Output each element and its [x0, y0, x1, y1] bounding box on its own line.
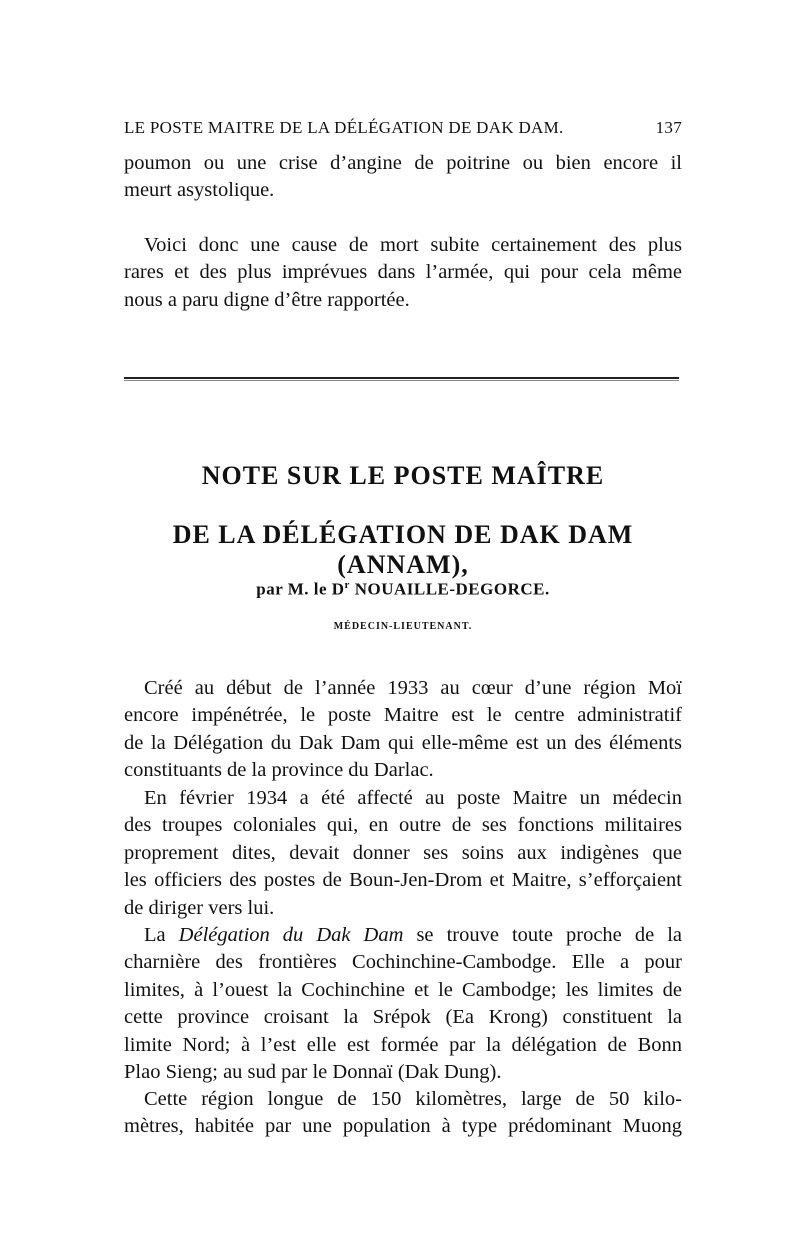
text-line: limite Nord; à l’est elle est formée par la délégation de Bonn — [124, 1033, 682, 1056]
text-line: de diriger vers lui. — [124, 896, 275, 919]
text-fragment: La — [144, 924, 179, 946]
text-line: Voici donc une cause de mort subite certainement des plus — [144, 234, 682, 256]
article-title-line-1: NOTE SUR LE POSTE MAÎTRE — [201, 461, 605, 490]
text-line: meurt asystolique. — [124, 179, 275, 202]
text-fragment: se trouve toute proche de la — [403, 924, 683, 946]
text-line: des troupes coloniales qui, en outre de ses fonctions militaires — [124, 814, 682, 837]
running-head — [124, 118, 682, 138]
text-line: limites, à l’ouest la Cochinchine et le Cambodge; les limites de — [124, 978, 682, 1001]
body-paragraph-3 — [124, 922, 682, 1086]
text-line: les officiers des postes de Boun-Jen-Drom et Maitre, s’efforçaient — [124, 869, 682, 892]
author-name: NOUAILLE-DEGORCE. — [349, 579, 550, 599]
article-title-line-2: DE LA DÉLÉGATION DE DAK DAM (ANNAM), — [172, 520, 634, 579]
body-paragraph-4 — [124, 1086, 682, 1141]
intro-paragraph — [124, 150, 682, 205]
text-line: Plao Sieng; au sud par le Donnaï (Dak Dung). — [124, 1061, 502, 1084]
author-byline — [124, 579, 682, 600]
text-line: poumon ou une crise d’angine de poitrine ou bien encore il — [124, 152, 682, 174]
text-line: de la Délégation du Dak Dam qui elle-même est un des éléments — [124, 731, 682, 754]
text-line: encore impénétrée, le poste Maitre est le centre administratif — [124, 704, 682, 727]
text-line: rares et des plus imprévues dans l’armée, qui pour cela même — [124, 261, 682, 284]
byline-superscript: r — [344, 579, 350, 591]
body-paragraph-1 — [124, 675, 682, 785]
text-line: nous a paru digne d’être rapportée. — [124, 288, 410, 311]
text-line: constituants de la province du Darlac. — [124, 759, 434, 782]
text-line: mètres, habitée par une population à type prédominant Muong — [124, 1115, 682, 1138]
author-rank: MÉDECIN-LIEUTENANT. — [333, 621, 473, 632]
text-line: En février 1934 a été affecté au poste Maitre un médecin — [144, 787, 682, 809]
text-line: Cette région longue de 150 kilomètres, large de 50 kilo- — [144, 1088, 682, 1110]
running-head-title: LE POSTE MAITRE DE LA DÉLÉGATION DE DAK DAM. — [124, 118, 564, 137]
byline-prefix: par M. le D — [256, 579, 345, 599]
closing-paragraph — [124, 232, 682, 314]
section-divider — [124, 377, 679, 379]
text-line: Créé au début de l’année 1933 au cœur d’une région Moï — [144, 677, 682, 699]
text-line: cette province croisant la Srépok (Ea Krong) constituent la — [124, 1006, 682, 1029]
text-line: charnière des frontières Cochinchine-Cambodge. Elle a pour — [124, 951, 682, 974]
text-line: proprement dites, devait donner ses soins aux indigènes que — [124, 841, 682, 864]
body-paragraph-2 — [124, 785, 682, 922]
italic-term: Délégation du Dak Dam — [178, 924, 404, 946]
page-number: 137 — [655, 118, 682, 137]
text-line — [124, 922, 682, 949]
